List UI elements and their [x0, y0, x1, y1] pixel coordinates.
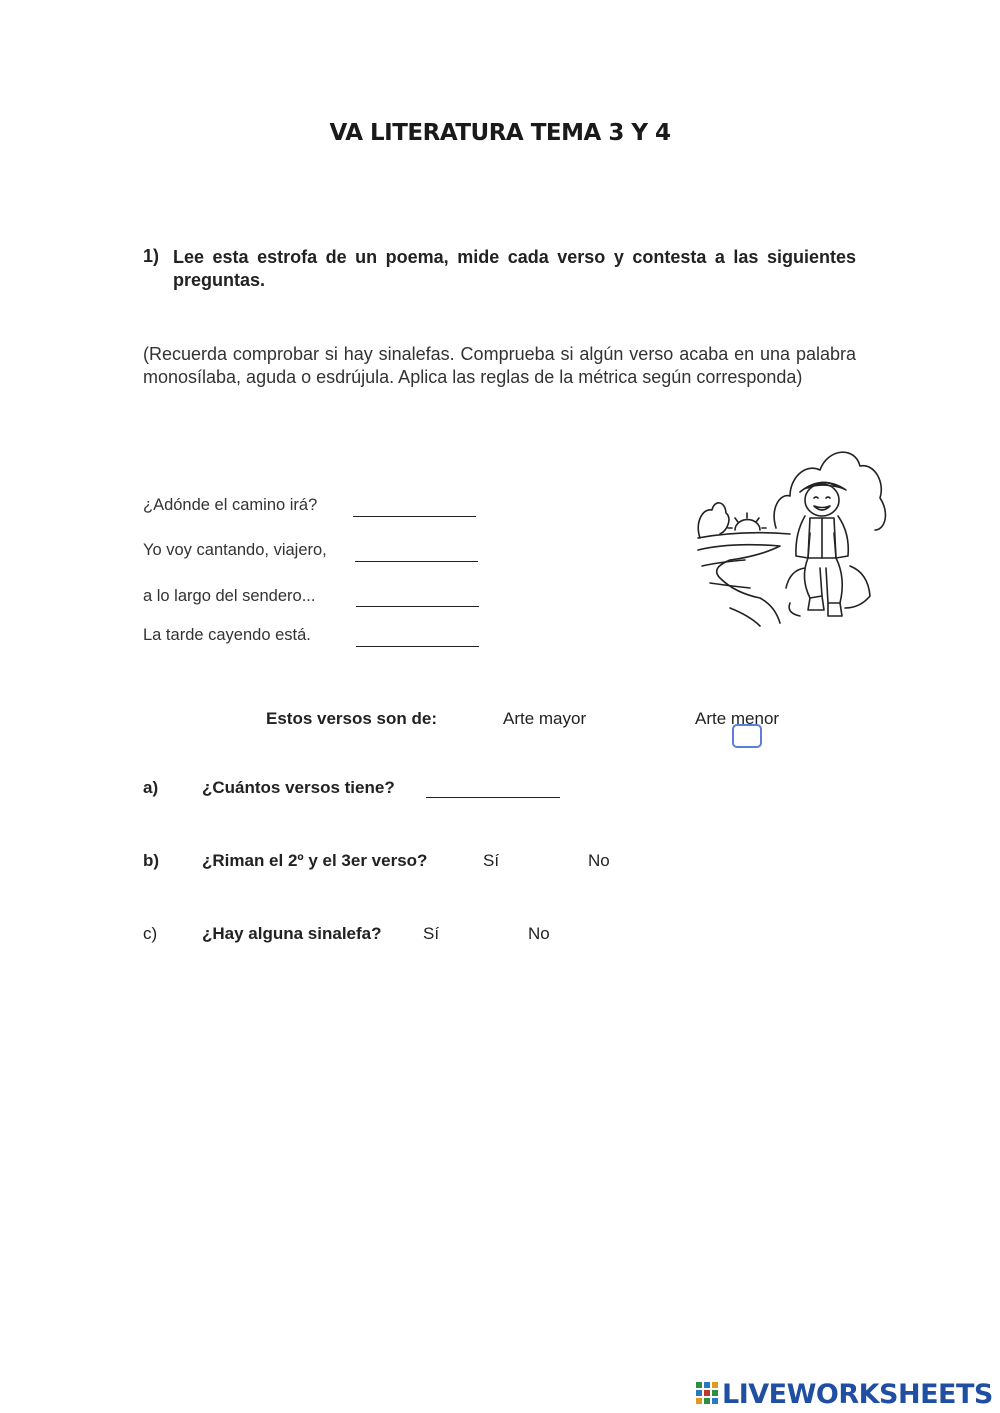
question-b-yes[interactable]: Sí [483, 851, 500, 870]
boy-sitting-by-path-illustration-icon [690, 438, 890, 628]
verse-3-answer-blank[interactable] [356, 606, 479, 607]
question-b-no[interactable]: No [588, 851, 610, 870]
brand-name: LIVEWORKSHEETS [722, 1378, 993, 1410]
instructions-note: (Recuerda comprobar si hay sinalefas. Comprueba si algún verso acaba en una palabra monosílaba, aguda o esdrújula. Aplica las reglas de la métrica según corresponda) [143, 344, 856, 387]
verse-3: a lo largo del sendero... [143, 587, 316, 605]
question-1-number: 1) [143, 246, 160, 266]
question-b-letter: b) [143, 851, 160, 870]
arte-label: Estos versos son de: [266, 709, 438, 728]
verse-2-answer-blank[interactable] [355, 561, 478, 562]
liveworksheets-logo [695, 1376, 993, 1412]
question-c-yes[interactable]: Sí [423, 924, 440, 943]
option-arte-menor[interactable]: Arte menor [695, 709, 780, 728]
liveworksheets-logo-icon [695, 1381, 719, 1407]
verse-2: Yo voy cantando, viajero, [143, 541, 327, 559]
question-1-text: Lee esta estrofa de un poema, mide cada verso y contesta a las siguientes preguntas. [173, 247, 856, 290]
question-c-text: ¿Hay alguna sinalefa? [202, 924, 382, 943]
verse-1: ¿Adónde el camino irá? [143, 496, 318, 514]
question-a-answer-blank[interactable] [426, 797, 560, 798]
verse-4-answer-blank[interactable] [356, 646, 479, 647]
option-arte-mayor[interactable]: Arte mayor [503, 709, 587, 728]
question-a-text: ¿Cuántos versos tiene? [202, 778, 395, 797]
verse-1-answer-blank[interactable] [353, 516, 476, 517]
question-c-letter: c) [143, 924, 158, 943]
page-title: VA LITERATURA TEMA 3 Y 4 [329, 120, 671, 146]
question-b-text: ¿Riman el 2º y el 3er verso? [202, 851, 428, 870]
verse-4: La tarde cayendo está. [143, 626, 311, 644]
answer-checkbox[interactable] [732, 724, 762, 748]
question-a-letter: a) [143, 778, 159, 797]
question-c-no[interactable]: No [528, 924, 550, 943]
